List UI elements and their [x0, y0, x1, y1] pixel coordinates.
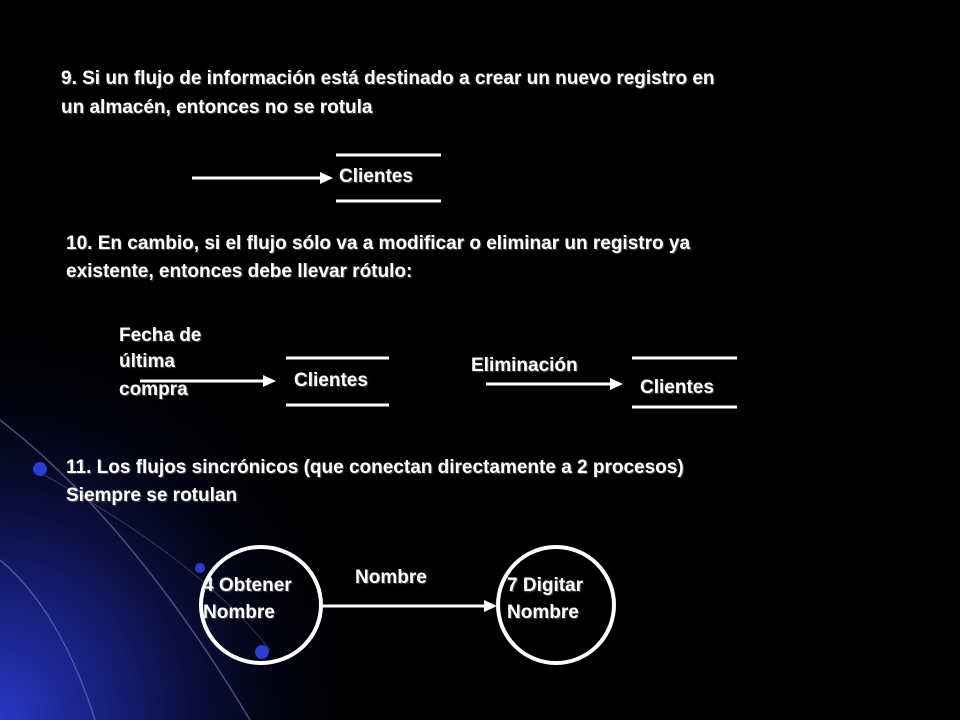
rule-9-line-1: 9. Si un flujo de información está destinado a crear un nuevo registro en [61, 68, 715, 89]
process-right-line-1: 7 Digitar [507, 575, 584, 596]
process-left-line-1: 4 Obtener [203, 575, 292, 596]
rule-11-line-1: 11. Los flujos sincrónicos (que conectan directamente a 2 procesos) [66, 457, 684, 478]
process-left-line-2: Nombre [203, 602, 275, 623]
blue-glow [0, 300, 380, 720]
flow-4-label: Nombre [355, 567, 427, 588]
rule-9-line-2: un almacén, entonces no se rotula [61, 97, 373, 118]
rule-10-line-1: 10. En cambio, si el flujo sólo va a modificar o eliminar un registro ya [66, 233, 691, 254]
rule-11-line-2: Siempre se rotulan [66, 485, 238, 506]
flow-2-label-line-3: compra [119, 379, 188, 400]
flow-2-label-line-2: última [119, 351, 175, 372]
flow-3-label: Eliminación [471, 355, 578, 376]
store-3-label: Clientes [640, 377, 714, 398]
decor-dot [255, 645, 269, 659]
rule-10-line-2: existente, entonces debe llevar rótulo: [66, 261, 413, 282]
flow-2-label-line-1: Fecha de [119, 325, 202, 346]
process-right-line-2: Nombre [507, 602, 579, 623]
store-1-label: Clientes [339, 166, 413, 187]
store-2-label: Clientes [294, 370, 368, 391]
decor-dot [33, 462, 47, 476]
